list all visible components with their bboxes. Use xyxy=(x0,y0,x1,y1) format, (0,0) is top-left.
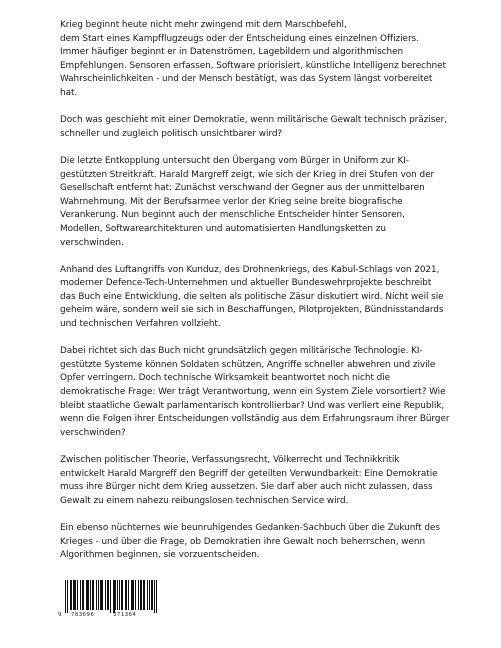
text-line: Empfehlungen. Sensoren erfassen, Software priorisiert, künstliche Intelligenz berechnet xyxy=(60,60,446,71)
barcode-bar xyxy=(75,580,76,610)
barcode-bar xyxy=(86,580,87,610)
text-line: muss ihre Bürger nicht dem Krieg aussetzen. Sie darf aber auch nicht zulassen, dass xyxy=(60,482,433,493)
barcode-bar xyxy=(102,580,103,610)
barcode-bar xyxy=(67,580,68,613)
paragraph xyxy=(60,345,465,440)
barcode-bar xyxy=(100,580,101,610)
barcode-bar xyxy=(147,580,148,610)
barcode-bar xyxy=(117,580,118,610)
barcode-bar xyxy=(135,580,136,610)
text-line: gestützten Streitkraft. Harald Margreff zeigt, wie sich der Krieg in drei Stufen von der xyxy=(60,169,435,180)
text-line: verschwinden. xyxy=(60,237,124,248)
text-line: Immer häufiger beginnt er in Datenströmen, Lagebildern und algorithmischen xyxy=(60,47,404,58)
barcode-bar xyxy=(107,580,108,610)
blurb-text xyxy=(60,19,465,576)
barcode-bar xyxy=(138,580,139,610)
text-line: Krieges - und über die Frage, ob Demokratien ihre Gewalt noch beherrschen, wenn xyxy=(60,536,426,547)
barcode-bar xyxy=(105,580,106,610)
barcode-bar xyxy=(152,580,153,610)
text-line: Krieg beginnt heute nicht mehr zwingend mit dem Marschbefehl, xyxy=(60,20,347,30)
paragraph xyxy=(60,114,465,141)
text-line: Algorithmen beginnen, sie vorzuentscheiden. xyxy=(60,550,260,561)
barcode-bar xyxy=(101,580,102,610)
barcode-bar xyxy=(93,580,94,610)
paragraph xyxy=(60,19,465,101)
text-line: Ein ebenso nüchternes wie beunruhigendes Gedanken-Sachbuch über die Zukunft des xyxy=(60,522,440,533)
text-line: geheim wäre, sondern weil sie sich in Beschaffungen, Pilotprojekten, Bündnisstandards xyxy=(60,305,444,316)
barcode-bar xyxy=(151,580,152,610)
text-line: Gesellschaft entfernt hat: Zunächst verschwand der Gegner aus der unmittelbaren xyxy=(60,183,425,194)
text-line: und technischen Verfahren vollzieht. xyxy=(60,319,221,330)
text-line: das Buch eine Entwicklung, die selten als politische Zäsur diskutiert wird. Nicht weil sie xyxy=(60,291,444,302)
text-line: schneller und zugleich politisch unsichtbarer wird? xyxy=(60,128,283,139)
barcode-bar xyxy=(121,580,122,610)
barcode-bar xyxy=(154,580,155,613)
barcode-bar xyxy=(96,580,97,610)
paragraph xyxy=(60,522,465,563)
text-line: entwickelt Harald Margreff den Begriff der geteilten Verwundbarkeit: Eine Demokratie xyxy=(60,468,438,479)
text-line: Wahrscheinlichkeiten - und der Mensch bestätigt, was das System längst vorbereitet xyxy=(60,74,433,85)
text-line: Dabei richtet sich das Buch nicht grundsätzlich gegen militärische Technologie. KI- xyxy=(60,346,423,357)
barcode-bar xyxy=(126,580,127,610)
barcode-bar xyxy=(133,580,134,610)
barcode-bar xyxy=(143,580,144,610)
barcode-lead-digit: 9 xyxy=(58,612,62,618)
text-line: bleibt staatliche Gewalt parlamentarisch kontrollierbar? Und was verliert eine Republik, xyxy=(60,400,445,411)
text-line: moderner Defence-Tech-Unternehmen und aktueller Bundeswehrprojekte beschreibt xyxy=(60,278,432,289)
text-line: Gewalt zu einem nahezu reibungslosen technischen Service wird. xyxy=(60,495,349,506)
barcode-bar xyxy=(65,580,66,613)
text-line: Anhand des Luftangriffs von Kunduz, des Drohnenkriegs, des Kabul-Schlags von 2021, xyxy=(60,264,440,275)
barcode-bar xyxy=(122,580,123,610)
text-line: Opfer verringern. Doch technische Wirksamkeit beantwortet noch nicht die xyxy=(60,373,391,384)
barcode-bar xyxy=(90,580,91,610)
paragraph xyxy=(60,454,465,508)
text-line: Doch was geschieht mit einer Demokratie, wenn militärische Gewalt technisch präziser, xyxy=(60,115,448,126)
barcode-bar xyxy=(119,580,120,610)
barcode-bar xyxy=(98,580,99,610)
isbn-barcode xyxy=(58,580,158,620)
barcode-bar xyxy=(80,580,81,610)
barcode-bar xyxy=(131,580,132,610)
text-line: Wahrnehmung. Mit der Berufsarmee verlor der Krieg seine breite biografische xyxy=(60,196,403,207)
text-line: wenn die Folgen ihrer Entscheidungen vollständig aus dem Erfahrungsraum ihrer Bürger xyxy=(60,414,450,425)
barcode-bar xyxy=(70,580,71,610)
barcode-bar xyxy=(141,580,142,610)
paragraph xyxy=(60,155,465,250)
barcode-bar xyxy=(77,580,78,610)
barcode-bar xyxy=(156,580,157,613)
barcode-bar xyxy=(110,580,111,613)
text-line: Modellen, Softwarearchitekturen und automatisierten Handlungsketten zu xyxy=(60,223,386,234)
text-line: dem Start eines Kampfflugzeugs oder der Entscheidung eines einzelnen Offiziers. xyxy=(60,33,419,44)
barcode-bar xyxy=(74,580,75,610)
barcode-bar xyxy=(92,580,93,610)
barcode-bar xyxy=(113,580,114,613)
barcode-bar xyxy=(140,580,141,610)
text-line: Zwischen politischer Theorie, Verfassungsrecht, Völkerrecht und Technikkritik xyxy=(60,455,400,465)
barcode-bar xyxy=(125,580,126,610)
barcode-bar xyxy=(87,580,88,610)
text-line: demokratische Frage: Wer trägt Verantwortung, wenn ein System Ziele vorsortiert? Wie xyxy=(60,387,446,398)
barcode-bar xyxy=(114,580,115,613)
barcode-right-digits: 371364 xyxy=(113,612,137,618)
paragraph xyxy=(60,264,465,332)
barcode-bar xyxy=(132,580,133,610)
text-line: Die letzte Entkopplung untersucht den Übergang vom Bürger in Uniform zur KI- xyxy=(60,155,409,166)
text-line: gestützte Systeme können Soldaten schützen, Angriffe schneller abwehren und zivile xyxy=(60,359,436,370)
barcode-bar xyxy=(108,580,109,610)
barcode-bar xyxy=(82,580,83,610)
barcode-bar xyxy=(144,580,145,610)
text-line: Verankerung. Nun beginnt auch der menschliche Entscheider hinter Sensoren, xyxy=(60,210,405,221)
barcode-bars xyxy=(58,580,158,614)
barcode-bar xyxy=(83,580,84,610)
text-line: hat. xyxy=(60,87,78,98)
barcode-bar xyxy=(88,580,89,610)
barcode-bar xyxy=(115,580,116,610)
barcode-bar xyxy=(128,580,129,610)
barcode-left-digits: 783696 xyxy=(71,612,95,618)
barcode-bar xyxy=(73,580,74,610)
barcode-bar xyxy=(71,580,72,610)
barcode-bar xyxy=(149,580,150,610)
text-line: verschwinden? xyxy=(60,427,126,438)
